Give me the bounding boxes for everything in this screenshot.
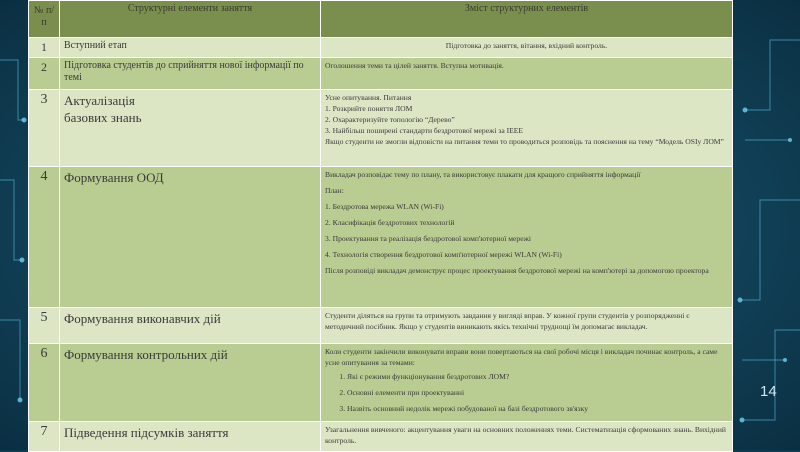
row-number: 7	[29, 422, 60, 452]
content-line: 2. Класифікація бездротових технологій	[325, 218, 455, 227]
list-item: 2. Основні елементи при проектуванні	[347, 387, 728, 398]
row-number: 2	[29, 58, 60, 90]
lesson-structure-table	[28, 0, 733, 452]
slide-number: 14	[760, 383, 777, 400]
content-line: 3. Проектування та реалізація бездротової комп'ютерної мережі	[325, 234, 531, 243]
row-content	[321, 422, 733, 452]
row-content	[321, 58, 733, 90]
header-stage: Структурні елементи заняття	[60, 1, 321, 38]
row-content	[321, 38, 733, 58]
content-line: Викладач розповідає тему по плану, та використовує плакати для кращого сприйняття інформації	[325, 170, 641, 179]
content-line: Коли студенти закінчили виконувати вправи вони повертаються на свої робочі місця і викладач починає контроль, а саме усне опитування за темами:	[325, 347, 718, 367]
table-row	[29, 58, 733, 90]
table-header-row	[29, 1, 733, 38]
row-stage: Формування ООД	[60, 167, 321, 308]
row-number: 6	[29, 344, 60, 422]
content-line: Якщо студенти не змогли відповісти на питання теми то проводиться розповідь та пояснення на тему “Модель OSIу ЛОМ”	[325, 137, 724, 146]
content-line: Усне опитування. Питання	[325, 93, 412, 102]
question-list	[325, 371, 728, 414]
row-stage: Актуалізація базових знань	[60, 90, 321, 167]
content-line: 4. Технологія створення бездротової комп'ютерної мережі WLAN (Wi-Fi)	[325, 250, 562, 259]
table-row	[29, 167, 733, 308]
table-row	[29, 344, 733, 422]
content-line: Підготовка до заняття, вітання, вхідний контроль.	[445, 41, 608, 50]
row-stage: Формування виконавчих дій	[60, 308, 321, 344]
row-number: 4	[29, 167, 60, 308]
content-line: 1. Розкрийте поняття ЛОМ	[325, 104, 413, 113]
content-line: 1. Бездротова мережа WLAN (Wi-Fi)	[325, 202, 444, 211]
row-content	[321, 90, 733, 167]
content-line: 3. Найбільш поширені стандарти бездротової мережі за IEEE	[325, 126, 524, 135]
table-row	[29, 308, 733, 344]
table-row	[29, 422, 733, 452]
row-stage: Вступний етап	[60, 38, 321, 58]
row-content	[321, 308, 733, 344]
content-line: Після розповіді викладач демонструє процес проектування бездротової мережі на комп'ютері за допомогою проектора	[325, 266, 709, 275]
row-content	[321, 167, 733, 308]
content-line: Оголошення теми та цілей заняття. Вступна мотивація.	[325, 61, 504, 70]
header-number: № п/п	[29, 1, 60, 38]
row-stage: Підведення підсумків заняття	[60, 422, 321, 452]
content-line: План:	[325, 186, 344, 195]
content-line: Студенти діляться на групи та отримують завдання у вигляді вправ. У кожної групи студентів у розпорядженні є методичний посібник. Якщо у студентів виникають якісь технічні труднощі їм допомагає викладач.	[325, 311, 690, 331]
content-line: 2. Охарактеризуйте топологію “Дерево”	[325, 115, 455, 124]
list-item: 3. Назвіть основний недолік мережі побудованої на базі бездротового зв'язку	[347, 403, 728, 414]
content-line: Узагальнення вивченого: акцентування уваги на основних положеннях теми. Систематизація сформованих знань. Вихідний контроль.	[325, 425, 726, 445]
row-stage: Формування контрольних дій	[60, 344, 321, 422]
list-item: 1. Які є режими функціонування бездротових ЛОМ?	[347, 371, 728, 382]
row-number: 5	[29, 308, 60, 344]
table-row	[29, 90, 733, 167]
row-number: 1	[29, 38, 60, 58]
row-number: 3	[29, 90, 60, 167]
row-stage: Підготовка студентів до сприйняття нової інформації по темі	[60, 58, 321, 90]
table-row	[29, 38, 733, 58]
row-content	[321, 344, 733, 422]
header-content: Зміст структурних елементів	[321, 1, 733, 38]
